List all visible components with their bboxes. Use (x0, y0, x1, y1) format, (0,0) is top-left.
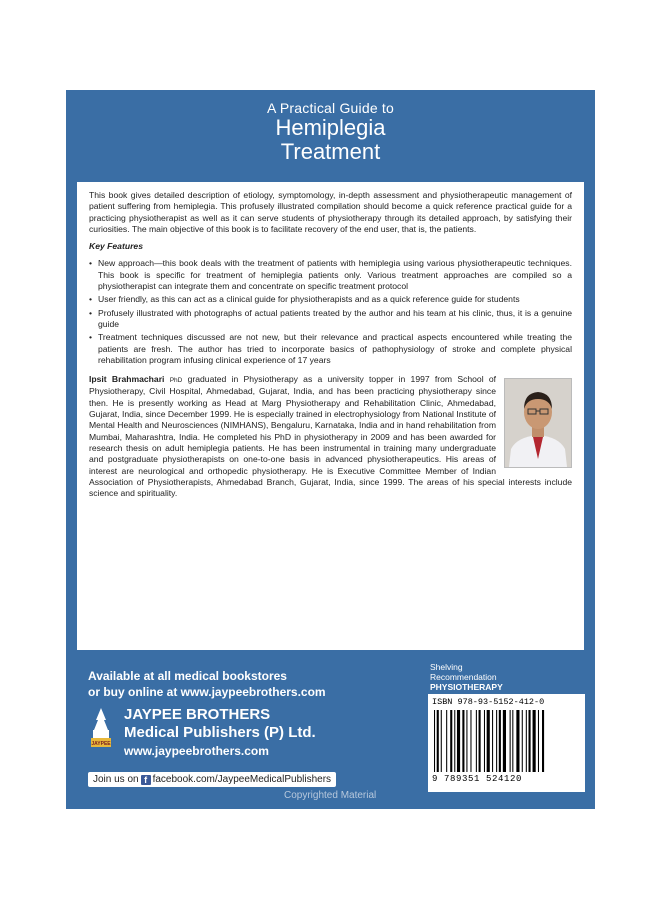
barcode-bar (434, 710, 435, 772)
key-feature-item: • New approach—this book deals with the treatment of patients with hemiplegia using various physiotherapeutic techniques. This book is specific for treatment of hemiplegia patients only. Various treatment approaches are compiled so a physiotherapist can integrate them and concentrate on specific treatment protocol (89, 258, 572, 292)
watermark: Copyrighted Material (284, 790, 377, 801)
barcode-bar (503, 710, 506, 772)
author-photo (504, 378, 572, 468)
book-title (66, 100, 595, 164)
author-name: Ipsit Brahmachari (89, 374, 165, 385)
barcode-bar (512, 710, 513, 772)
barcode-bar (457, 710, 460, 772)
publisher-name-line-2: Medical Publishers (P) Ltd. (124, 724, 316, 741)
publisher-website[interactable]: www.jaypeebrothers.com (124, 744, 269, 758)
key-features-list (89, 258, 572, 366)
publisher-area (66, 650, 595, 809)
facebook-icon: f (141, 775, 151, 785)
author-bio-text: graduated in Physiotherapy as a university topper in 1997 from School of Physiotherapy, Civil Hospital, Ahmedabad, Gujarat, India, and has been practicing physiotherapy since then. He is presently working as Head at Marg Physiotherapy and Rehabilitation Clinic, Ahmedabad, Gujarat, India, since December 1999. He is especially trained in electrophysiology from National Institute of Mental Health and Neurosciences (NIMHANS), Bengaluru, Karnataka, India and in hand rehabilitation from Mumbai, Maharashtra, India. He completed his PhD in physiotherapy in 2009 and has been awarded for research thesis on adult hemiplegia patients. He has been instrumental in training many undergraduate and postgraduate physiotherapists on one-to-one basis in advanced physiotherapeutics. His areas of interest are neurological and orthopedic physiotherapy. He is Executive Committee Member of Indian Association of Physiotherapists, Ahmedabad Branch, Gujarat, India, since 1999. The areas of his special interests include science and spirituality. (89, 374, 572, 499)
shelving-label-1: Shelving (430, 662, 463, 672)
author-degree: PhD (169, 377, 183, 385)
isbn-text: ISBN 978-93-5152-412-0 (432, 697, 545, 707)
availability-line-2: or buy online at www.jaypeebrothers.com (88, 685, 326, 699)
barcode-bar (487, 710, 490, 772)
key-features-heading: Key Features (89, 241, 143, 252)
barcode-bar (476, 710, 477, 772)
barcode-bar (529, 710, 531, 772)
barcode-bar (522, 710, 523, 772)
title-line-2: Treatment (280, 139, 381, 164)
barcode-bar (484, 710, 485, 772)
barcode-bar (533, 710, 536, 772)
key-feature-item: • Treatment techniques discussed are not new, but their relevance and practical aspects encountered while treating the patients are fresh. The author has tried to incorporate basics of pathophysiology of stroke and complete physical rehabilitation program infusing clinical experience of 17 years (89, 332, 572, 366)
barcode-bar (496, 710, 497, 772)
jaypee-logo-icon (88, 706, 114, 748)
barcode-bar (516, 710, 519, 772)
barcode-bar (526, 710, 527, 772)
description-panel (77, 182, 584, 650)
barcode-bar (499, 710, 501, 772)
barcode-number: 9 789351 524120 (432, 774, 523, 784)
back-cover (66, 90, 595, 809)
author-portrait-icon (505, 379, 571, 467)
barcode-icon (432, 710, 580, 772)
barcode-bar (446, 710, 447, 772)
barcode-bar (492, 710, 493, 772)
social-url[interactable]: facebook.com/JaypeeMedicalPublishers (152, 774, 332, 785)
social-link[interactable] (88, 772, 336, 787)
barcode-bar (462, 710, 464, 772)
author-bio (89, 374, 572, 499)
logo-text: JAYPEE (91, 741, 111, 747)
barcode-bar (538, 710, 539, 772)
title-line-1: Hemiplegia (275, 115, 386, 140)
key-feature-item: • User friendly, as this can act as a clinical guide for physiotherapists and as a quick reference guide for students (89, 294, 572, 305)
barcode-bar (450, 710, 452, 772)
barcode-bar (441, 710, 442, 772)
availability-line-1: Available at all medical bookstores (88, 669, 287, 683)
key-feature-item: • Profusely illustrated with photographs of actual patients treated by the author and his team at his clinic, thus, it is a genuine guide (89, 308, 572, 331)
barcode-bar (437, 710, 439, 772)
availability-text (88, 668, 326, 700)
barcode-bar (542, 710, 544, 772)
publisher-name-line-1: JAYPEE BROTHERS (124, 706, 271, 723)
barcode-bar (454, 710, 455, 772)
shelving-label-2: Recommendation (430, 672, 497, 682)
barcode-bar (510, 710, 511, 772)
barcode-box (428, 694, 585, 792)
barcode-bar (466, 710, 467, 772)
panel-text (89, 190, 572, 505)
social-prefix: Join us on (93, 774, 139, 785)
barcode-bar (470, 710, 471, 772)
title-subtitle: A Practical Guide to (267, 100, 394, 116)
barcode-bar (479, 710, 481, 772)
shelving-category: PHYSIOTHERAPY (430, 682, 503, 692)
publisher-name (124, 706, 316, 742)
shelving-recommendation (430, 662, 503, 692)
intro-paragraph: This book gives detailed description of etiology, symptomology, in-depth assessment and physiotherapeutic management of patient suffering from hemiplegia. This profusely illustrated compilation should become a quick reference practical guide for a practicing physiotherapist as well as it can serve students of physiotherapy through its detailed approach, by satisfying their curiosities. The main objective of this book is to facilitate recovery of the end user, that is, the patients. (89, 190, 572, 234)
